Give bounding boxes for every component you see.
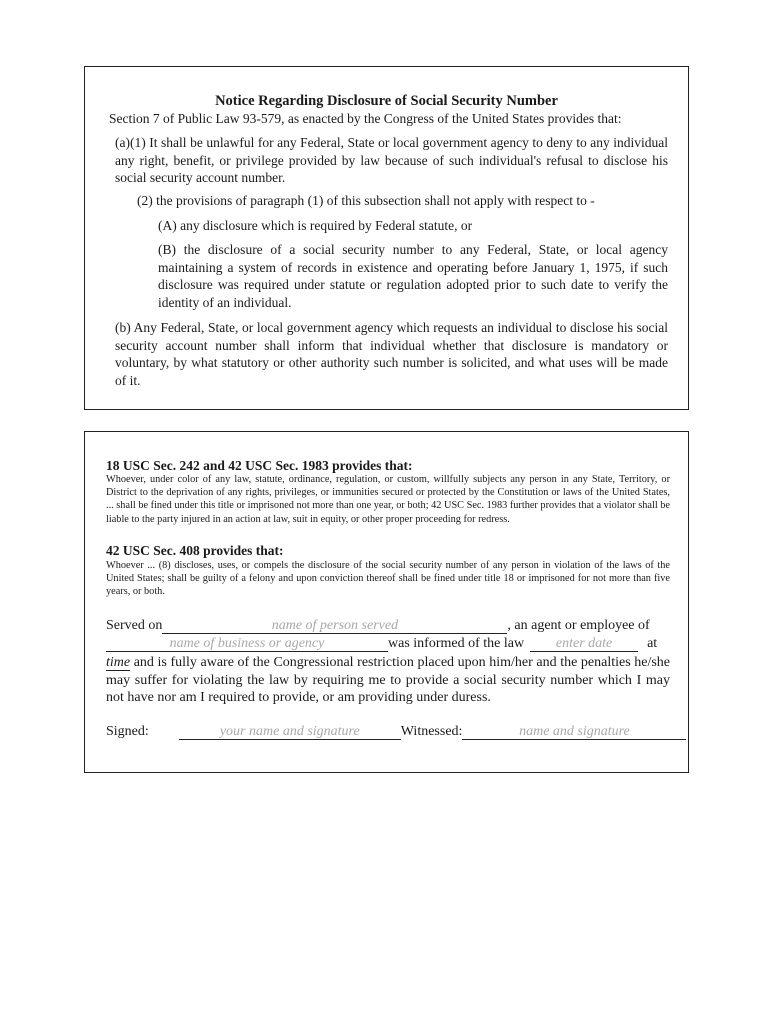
witnessed-label: Witnessed: [400,724,463,739]
awareness-text [106,654,670,707]
awareness-body: and is fully aware of the Congressional restriction placed upon him/her and the penalties he/she may suffer for violating the law by requiring me to provide a social security number which I may not have nor am I required to provide, or am providing under duress. [106,655,671,706]
served-line [106,618,670,634]
paragraph-a1: (a)(1) It shall be unlawful for any Federal, State or local government agency to deny to any individual any right, benefit, or privilege provided by law because of such individual's refusal to disclose his social security account number. [115,135,668,185]
notice-box [84,66,689,410]
paragraph-b: (b) Any Federal, State, or local government agency which requests an individual to disclose his social security account number shall inform that individual whether that disclosure is mandatory or voluntary, by what statutory or other authority such number is solicited, and what uses will be made of it. [115,320,668,388]
informed-line [106,636,670,652]
statute-heading-242: 18 USC Sec. 242 and 42 USC Sec. 1983 provides that: [106,458,413,473]
informed-label: was informed of the law [388,636,525,651]
agent-label: , an agent or employee of [507,618,650,633]
notice-title: Notice Regarding Disclosure of Social Security Number [215,93,558,109]
served-on-label: Served on [106,618,163,633]
signed-label: Signed: [106,724,149,739]
statute-text-242: Whoever, under color of any law, statute, ordinance, regulation, or custom, willfully subjects any person in any State, Territory, or District to the deprivation of any rights, privileges, or immunities secured or protected by the Constitution or laws of the United States, ... shall be fined under this title or imprisoned not more than one year, or both; 42 USC Sec. 1983 further provides that a violator shall be liable to the party injured in an action at law, suit in equity, or other proper proceeding for redress. [106,474,670,525]
time-field[interactable]: time [106,655,131,670]
signature-field[interactable]: your name and signature [179,724,401,740]
witness-field[interactable]: name and signature [462,724,686,740]
date-field[interactable]: enter date [530,636,638,652]
notice-intro: Section 7 of Public Law 93-579, as enacted by the Congress of the United States provides that: [109,111,622,126]
at-label: at [647,636,658,651]
paragraph-B: (B) the disclosure of a social security number to any Federal, State, or local agency maintaining a system of records in existence and operating before January 1, 1975, if such disclosure was required under statute or regulation adopted prior to such date to verify the identity of an individual. [158,242,668,310]
statutes-form-box [84,431,689,773]
signature-line [106,724,670,740]
paragraph-a2: (2) the provisions of paragraph (1) of this subsection shall not apply with respect to - [137,193,595,208]
served-person-field[interactable]: name of person served [162,618,507,634]
statute-text-408: Whoever ... (8) discloses, uses, or compels the disclosure of the social security number of any person in violation of the laws of the United States; shall be guilty of a felony and upon conviction thereof shall be fined under title 18 or imprisoned for not more than five years, or both. [106,560,670,598]
statute-heading-408: 42 USC Sec. 408 provides that: [106,543,284,558]
paragraph-A: (A) any disclosure which is required by Federal statute, or [158,218,473,233]
business-field[interactable]: name of business or agency [106,636,388,652]
